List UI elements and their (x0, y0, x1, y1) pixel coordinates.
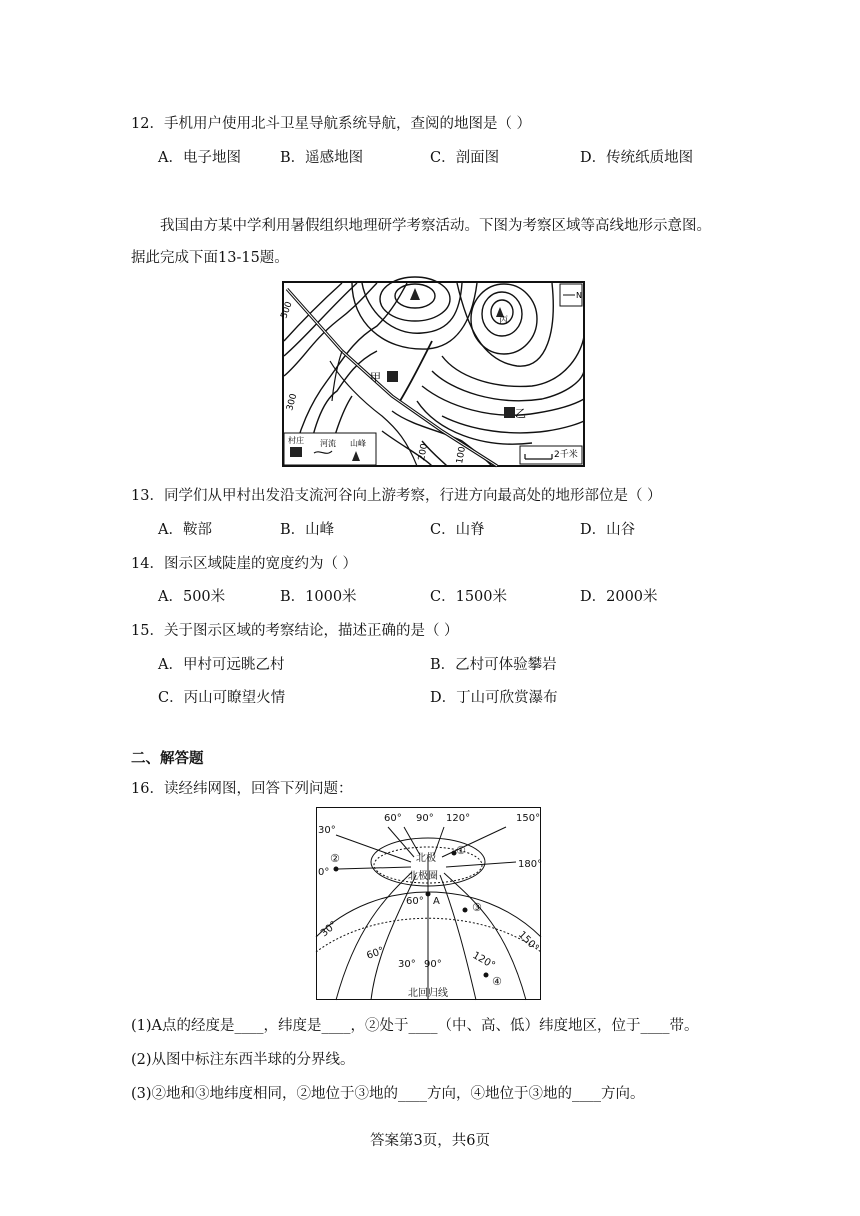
label-150: 150° (516, 813, 541, 824)
bottom-150-label: 150° (515, 929, 541, 955)
q15-stem: 15．关于图示区域的考察结论，描述正确的是（ ） (131, 623, 459, 639)
q13-stem: 13．同学们从甲村出发沿支流河谷向上游考察，行进方向最高处的地形部位是（ ） (131, 488, 662, 504)
q14-option-d: D．2000米 (580, 589, 658, 605)
q16-stem: 16．读经纬网图，回答下列问题： (131, 781, 353, 797)
q14-option-a: A．500米 (158, 589, 226, 605)
north-pole-label: 北极 (416, 853, 436, 864)
point-1-label: ① (456, 844, 466, 857)
q16-sub3: (3)②地和③地纬度相同，②地位于③地的____方向，④地位于③地的____方向。 (131, 1086, 645, 1102)
q12-option-d: D．传统纸质地图 (580, 150, 694, 166)
label-north: N (576, 291, 582, 300)
bottom-90-label: 90° (424, 959, 442, 970)
tropic-label: 北回归线 (408, 988, 448, 999)
q16-sub1: (1)A点的经度是____，纬度是____，②处于____（中、高、低）纬度地区，位于____带。 (131, 1018, 699, 1034)
scale-label: 2千米 (554, 450, 578, 460)
contour-label-100: 100 (455, 445, 468, 465)
intro-line-2: 据此完成下面13-15题。 (131, 250, 289, 266)
q13-option-a: A．鞍部 (158, 522, 212, 538)
page-footer: 答案第3页，共6页 (370, 1133, 490, 1149)
label-0: 0° (318, 867, 330, 878)
q12-option-b: B．遥感地图 (280, 150, 364, 166)
q16-sub2: (2)从图中标注东西半球的分界线。 (131, 1052, 355, 1068)
intro-line-1: 我国由方某中学利用暑假组织地理研学考察活动。下图为考察区域等高线地形示意图。 (160, 218, 711, 234)
label-60: 60° (384, 813, 402, 824)
graticule-map (316, 807, 541, 1000)
q15-option-b: B．乙村可体验攀岩 (430, 657, 557, 673)
legend-river-label: 河流 (320, 439, 336, 448)
q15-option-a: A．甲村可远眺乙村 (158, 657, 285, 673)
label-90: 90° (416, 813, 434, 824)
contour-map (279, 281, 585, 467)
label-yi: 乙 (515, 407, 526, 420)
q13-option-b: B．山峰 (280, 522, 335, 538)
q12-option-a: A．电子地图 (158, 150, 241, 166)
point-2-label: ② (330, 852, 340, 865)
arctic-circle-label: 北极圈 (408, 871, 438, 882)
point-3-label: ③ (472, 901, 482, 914)
legend-village-label: 村庄 (288, 436, 304, 445)
bottom-60-label: 60° (365, 945, 386, 962)
inner-60-label: 60° (406, 896, 424, 907)
point-a-label: A (433, 896, 440, 907)
q13-option-c: C．山脊 (430, 522, 485, 538)
q14-stem: 14．图示区域陡崖的宽度约为（ ） (131, 556, 358, 572)
label-30: 30° (318, 825, 336, 836)
section-title: 二、解答题 (131, 750, 204, 767)
label-bing: 丙 (499, 316, 509, 326)
bottom-120-label: 120° (470, 950, 497, 972)
contour-label-300: 300 (285, 392, 300, 412)
q13-option-d: D．山谷 (580, 522, 636, 538)
q15-option-c: C．丙山可瞭望火情 (158, 690, 286, 706)
legend-peak-label: 山峰 (350, 439, 366, 448)
label-120: 120° (446, 813, 471, 824)
q12-option-c: C．剖面图 (430, 150, 500, 166)
q15-option-d: D．丁山可欣赏瀑布 (430, 690, 558, 706)
point-4-label: ④ (492, 975, 502, 988)
label-jia: 甲 (370, 371, 381, 384)
legend-village-icon (290, 447, 302, 457)
q14-option-c: C．1500米 (430, 589, 507, 605)
bottom-30-label: 30° (318, 919, 340, 940)
contour-label-500: 500 (279, 300, 295, 321)
bottom-30b-label: 30° (398, 959, 416, 970)
q12-stem: 12．手机用户使用北斗卫星导航系统导航，查阅的地图是（ ） (131, 116, 532, 132)
label-180: 180° (518, 859, 543, 870)
q14-option-b: B．1000米 (280, 589, 357, 605)
contour-label-200: 200 (417, 442, 430, 462)
